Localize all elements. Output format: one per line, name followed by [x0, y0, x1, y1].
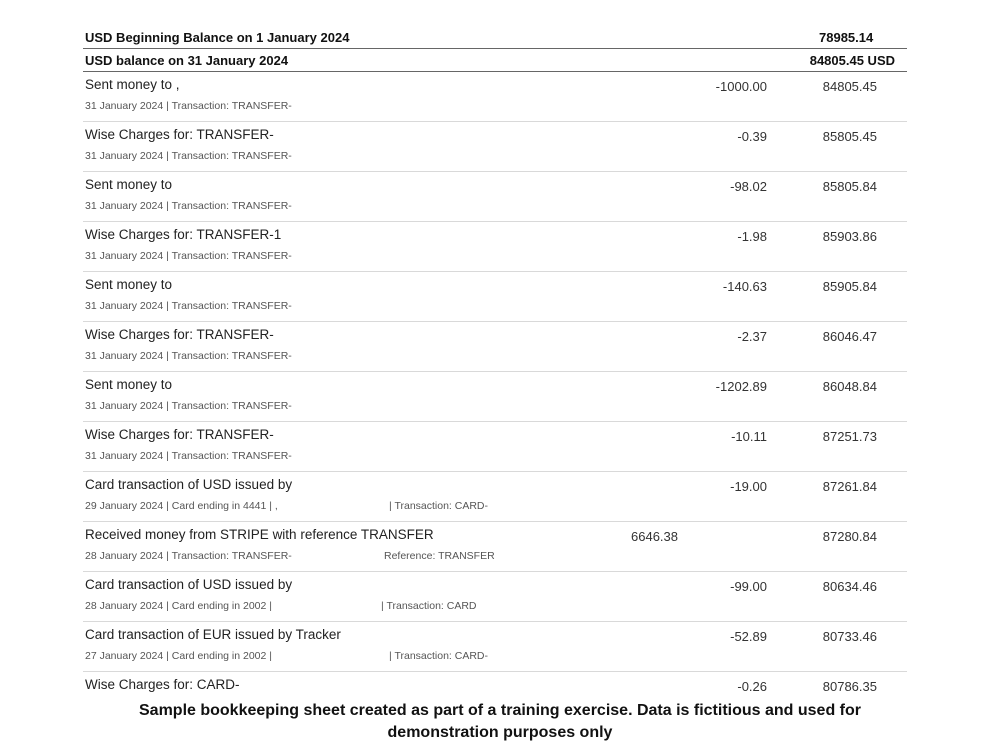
ending-balance-label: USD balance on 31 January 2024 — [85, 52, 289, 68]
transaction-description: Sent money to — [85, 377, 173, 392]
transaction-details: 31 January 2024 | Transaction: TRANSFER- — [85, 150, 292, 162]
transaction-details: 28 January 2024 | Transaction: TRANSFER- — [85, 550, 292, 562]
paid-out-amount: -0.26 — [737, 679, 767, 694]
transaction-details: 31 January 2024 | Transaction: TRANSFER- — [85, 100, 292, 112]
paid-out-amount: -19.00 — [730, 479, 767, 494]
transaction-description: Wise Charges for: TRANSFER- — [85, 327, 274, 342]
transaction-details: 29 January 2024 | Card ending in 4441 | , — [85, 500, 278, 512]
transaction-details: 28 January 2024 | Card ending in 2002 | — [85, 600, 273, 612]
paid-out-amount: -1000.00 — [715, 79, 767, 94]
transaction-row — [83, 372, 907, 422]
transaction-description: Received money from STRIPE with reference TRANSFER — [85, 527, 434, 542]
paid-in-amount: 6646.38 — [631, 529, 678, 544]
transaction-details: 31 January 2024 | Transaction: TRANSFER- — [85, 300, 292, 312]
paid-out-amount: -1202.89 — [715, 379, 767, 394]
transaction-list — [83, 72, 907, 721]
transaction-details-extra: | Transaction: CARD — [381, 600, 477, 612]
disclaimer-caption — [0, 700, 1000, 744]
transaction-details: 31 January 2024 | Transaction: TRANSFER- — [85, 200, 292, 212]
transaction-description: Card transaction of USD issued by — [85, 477, 293, 492]
running-balance: 86046.47 — [822, 329, 877, 344]
transaction-details: 31 January 2024 | Transaction: TRANSFER- — [85, 350, 292, 362]
transaction-row — [83, 522, 907, 572]
beginning-balance-value: 78985.14 — [819, 29, 874, 45]
transaction-details-extra: | Transaction: CARD- — [389, 500, 489, 512]
beginning-balance-label: USD Beginning Balance on 1 January 2024 — [85, 29, 350, 45]
transaction-description: Sent money to — [85, 277, 173, 292]
transaction-details: 31 January 2024 | Transaction: TRANSFER- — [85, 400, 292, 412]
transaction-description: Wise Charges for: TRANSFER- — [85, 127, 274, 142]
transaction-description: Sent money to , — [85, 77, 180, 92]
statement-sheet — [83, 26, 907, 721]
running-balance: 86048.84 — [822, 379, 877, 394]
running-balance: 80634.46 — [822, 579, 877, 594]
transaction-row — [83, 172, 907, 222]
running-balance: 85805.84 — [822, 179, 877, 194]
transaction-row — [83, 272, 907, 322]
transaction-row — [83, 72, 907, 122]
caption-line-2: demonstration purposes only — [387, 724, 613, 741]
transaction-details: 27 January 2024 | Card ending in 2002 | — [85, 650, 273, 662]
transaction-row — [83, 122, 907, 172]
running-balance: 80786.35 — [822, 679, 877, 694]
transaction-description: Sent money to — [85, 177, 173, 192]
transaction-row — [83, 422, 907, 472]
transaction-description: Card transaction of USD issued by — [85, 577, 293, 592]
running-balance: 87280.84 — [822, 529, 877, 544]
ending-balance-value: 84805.45 USD — [809, 52, 895, 68]
running-balance: 85903.86 — [822, 229, 877, 244]
paid-out-amount: -0.39 — [737, 129, 767, 144]
transaction-row — [83, 622, 907, 672]
transaction-description: Wise Charges for: TRANSFER- — [85, 427, 274, 442]
transaction-details: 31 January 2024 | Transaction: TRANSFER- — [85, 250, 292, 262]
paid-out-amount: -10.11 — [731, 429, 767, 444]
transaction-details: 31 January 2024 | Transaction: TRANSFER- — [85, 450, 292, 462]
paid-out-amount: -98.02 — [730, 179, 767, 194]
running-balance: 84805.45 — [822, 79, 877, 94]
running-balance: 80733.46 — [822, 629, 877, 644]
transaction-details-extra: Reference: TRANSFER — [384, 550, 495, 562]
paid-out-amount: -140.63 — [722, 279, 767, 294]
running-balance: 87261.84 — [822, 479, 877, 494]
running-balance: 85805.45 — [822, 129, 877, 144]
paid-out-amount: -1.98 — [737, 229, 767, 244]
ending-balance-row — [83, 49, 907, 72]
running-balance: 85905.84 — [822, 279, 877, 294]
paid-out-amount: -2.37 — [737, 329, 767, 344]
transaction-description: Card transaction of EUR issued by Tracker — [85, 627, 341, 642]
transaction-description: Wise Charges for: CARD- — [85, 677, 240, 692]
paid-out-amount: -52.89 — [730, 629, 767, 644]
transaction-row — [83, 322, 907, 372]
transaction-row — [83, 472, 907, 522]
paid-out-amount: -99.00 — [730, 579, 767, 594]
transaction-details-extra: | Transaction: CARD- — [389, 650, 489, 662]
beginning-balance-row — [83, 26, 907, 49]
transaction-description: Wise Charges for: TRANSFER-1 — [85, 227, 282, 242]
transaction-row — [83, 572, 907, 622]
caption-line-1: Sample bookkeeping sheet created as part of a training exercise. Data is fictitious and used for — [139, 702, 861, 719]
running-balance: 87251.73 — [822, 429, 877, 444]
transaction-row — [83, 222, 907, 272]
